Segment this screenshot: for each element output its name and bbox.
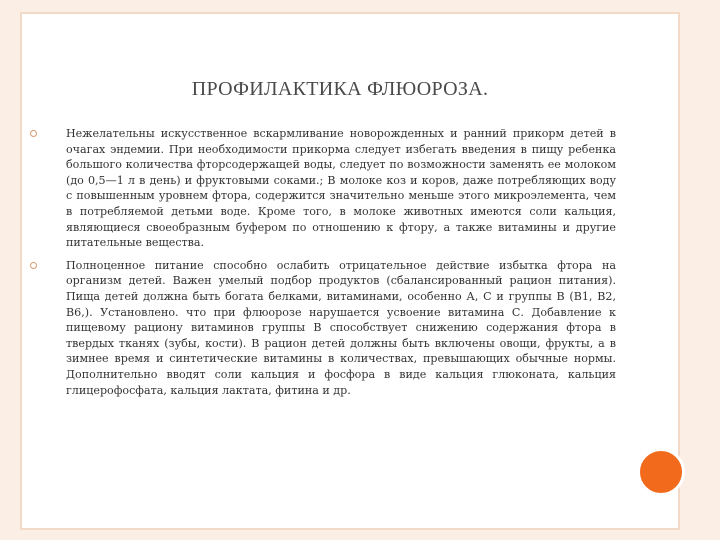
bullet-icon: [30, 130, 37, 137]
bullet-text: Полноценное питание способно ослабить отрицательное действие избытка фтора на организм детей. Важен умелый подбор продуктов (сбалансированный рацион питания). Пища детей должна быть богата белками, витаминами, особенно А, С и группы В (В1, В2, В6,). Установлено. что при флюорозе нарушается усвоение витамина С. Добавление к пищевому рациону витаминов группы В способствует снижению содержания фтора в твердых тканях (зубы, кости). В рацион детей должны быть включены овощи, фрукты, а в зимнее время и синтетические витамины в количествах, превышающих обычные нормы. Дополнительно вводят соли кальция и фосфора в виде кальция глюконата, кальция глицерофосфата, кальция лактата, фитина и др.: [66, 258, 616, 397]
bullet-list: [42, 126, 616, 405]
bullet-icon: [30, 262, 37, 269]
orange-circle-icon: [637, 448, 685, 496]
bullet-item: [42, 258, 616, 398]
bullet-text: Нежелательны искусственное вскармливание новорожденных и ранний прикорм детей в очагах эндемии. При необходимости прикорма следует избегать введения в пищу ребенка большого количества фторсодержащей воды, следует по возможности заменять ее молоком (до 0,5—1 л в день) и фруктовыми соками.; В молоке коз и коров, даже потребляющих воду с повышенным уровнем фтора, содержится значительно меньше этого микроэлемента, чем в потребляемой детьми воде. Кроме того, в молоке животных имеются соли кальция, являющиеся своеобразным буфером по отношению к фтору, а также витамины и другие питательные вещества.: [66, 127, 616, 250]
bullet-item: [42, 126, 616, 251]
slide-title: ПРОФИЛАКТИКА ФЛЮОРОЗА.: [191, 78, 489, 100]
